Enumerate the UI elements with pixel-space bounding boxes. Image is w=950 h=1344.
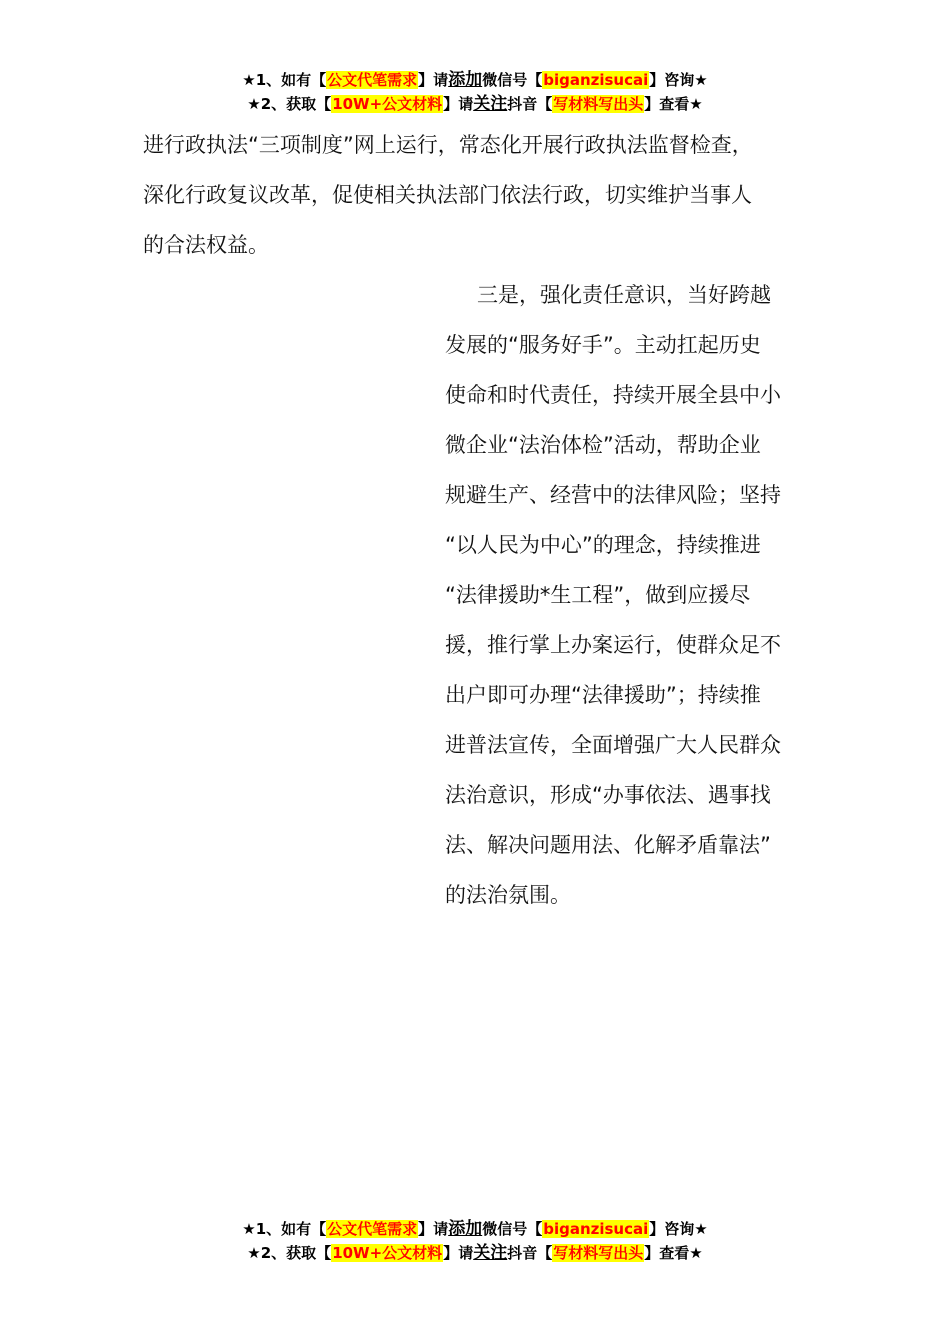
banner-text: 】请 bbox=[418, 71, 449, 89]
banner-highlight-service: 公文代笔需求 bbox=[327, 71, 418, 89]
banner-underline-add: 添加 bbox=[448, 70, 483, 90]
banner-underline-add: 添加 bbox=[448, 1219, 483, 1239]
banner-text: 】请 bbox=[443, 1244, 474, 1262]
paragraph-line: 三是，强化责任意识，当好跨越 bbox=[477, 283, 771, 307]
paragraph-line: 进行政执法“三项制度”网上运行，常态化开展行政执法监督检查， bbox=[143, 133, 753, 157]
banner-text: 微信号【 bbox=[482, 1220, 543, 1238]
banner-text: 抖音【 bbox=[507, 1244, 553, 1262]
paragraph-line: 的法治氛围。 bbox=[445, 883, 571, 907]
banner-highlight-wechat-id: biganzisucai bbox=[543, 71, 649, 89]
banner-highlight-douyin: 写材料写出头 bbox=[553, 1244, 644, 1262]
banner-text: 抖音【 bbox=[507, 95, 553, 113]
banner-highlight-wechat-id: biganzisucai bbox=[543, 1220, 649, 1238]
paragraph-line: 进普法宣传，全面增强广大人民群众 bbox=[445, 733, 781, 757]
banner-text: ★2、获取【 bbox=[247, 1244, 332, 1262]
banner-text: 】请 bbox=[418, 1220, 449, 1238]
paragraph-line: “法律援助*生工程”，做到应援尽 bbox=[445, 583, 751, 607]
banner-text: 】咨询★ bbox=[649, 1220, 708, 1238]
paragraph-line: 发展的“服务好手”。主动扛起历史 bbox=[445, 333, 761, 357]
banner-text: 微信号【 bbox=[482, 71, 543, 89]
banner-highlight-materials: 10W+公文材料 bbox=[332, 1244, 443, 1262]
banner-underline-follow: 关注 bbox=[473, 94, 508, 114]
banner-highlight-douyin: 写材料写出头 bbox=[553, 95, 644, 113]
paragraph-line: “以人民为中心”的理念，持续推进 bbox=[445, 533, 761, 557]
footer-banner-line-1 bbox=[0, 1217, 950, 1241]
paragraph-line: 的合法权益。 bbox=[143, 233, 269, 257]
footer-banner bbox=[0, 1217, 950, 1265]
paragraph-1 bbox=[143, 120, 833, 270]
banner-text: 】查看★ bbox=[644, 1244, 703, 1262]
header-banner bbox=[0, 68, 950, 116]
paragraph-line: 微企业“法治体检”活动，帮助企业 bbox=[445, 433, 761, 457]
banner-text: ★1、如有【 bbox=[242, 1220, 327, 1238]
banner-text: ★1、如有【 bbox=[242, 71, 327, 89]
banner-underline-follow: 关注 bbox=[473, 1243, 508, 1263]
paragraph-line: 使命和时代责任，持续开展全县中小 bbox=[445, 383, 781, 407]
header-banner-line-2 bbox=[0, 92, 950, 116]
paragraph-line: 法治意识，形成“办事依法、遇事找 bbox=[445, 783, 771, 807]
banner-highlight-service: 公文代笔需求 bbox=[327, 1220, 418, 1238]
banner-text: ★2、获取【 bbox=[247, 95, 332, 113]
paragraph-line: 出户即可办理“法律援助”；持续推 bbox=[445, 683, 761, 707]
paragraph-line: 规避生产、经营中的法律风险；坚持 bbox=[445, 483, 781, 507]
banner-text: 】查看★ bbox=[644, 95, 703, 113]
banner-highlight-materials: 10W+公文材料 bbox=[332, 95, 443, 113]
paragraph-line: 法、解决问题用法、化解矛盾靠法” bbox=[445, 833, 771, 857]
banner-text: 】请 bbox=[443, 95, 474, 113]
banner-text: 】咨询★ bbox=[649, 71, 708, 89]
header-banner-line-1 bbox=[0, 68, 950, 92]
paragraph-line: 援，推行掌上办案运行，使群众足不 bbox=[445, 633, 781, 657]
footer-banner-line-2 bbox=[0, 1241, 950, 1265]
paragraph-2 bbox=[445, 270, 807, 920]
paragraph-line: 深化行政复议改革，促使相关执法部门依法行政，切实维护当事人 bbox=[143, 183, 752, 207]
